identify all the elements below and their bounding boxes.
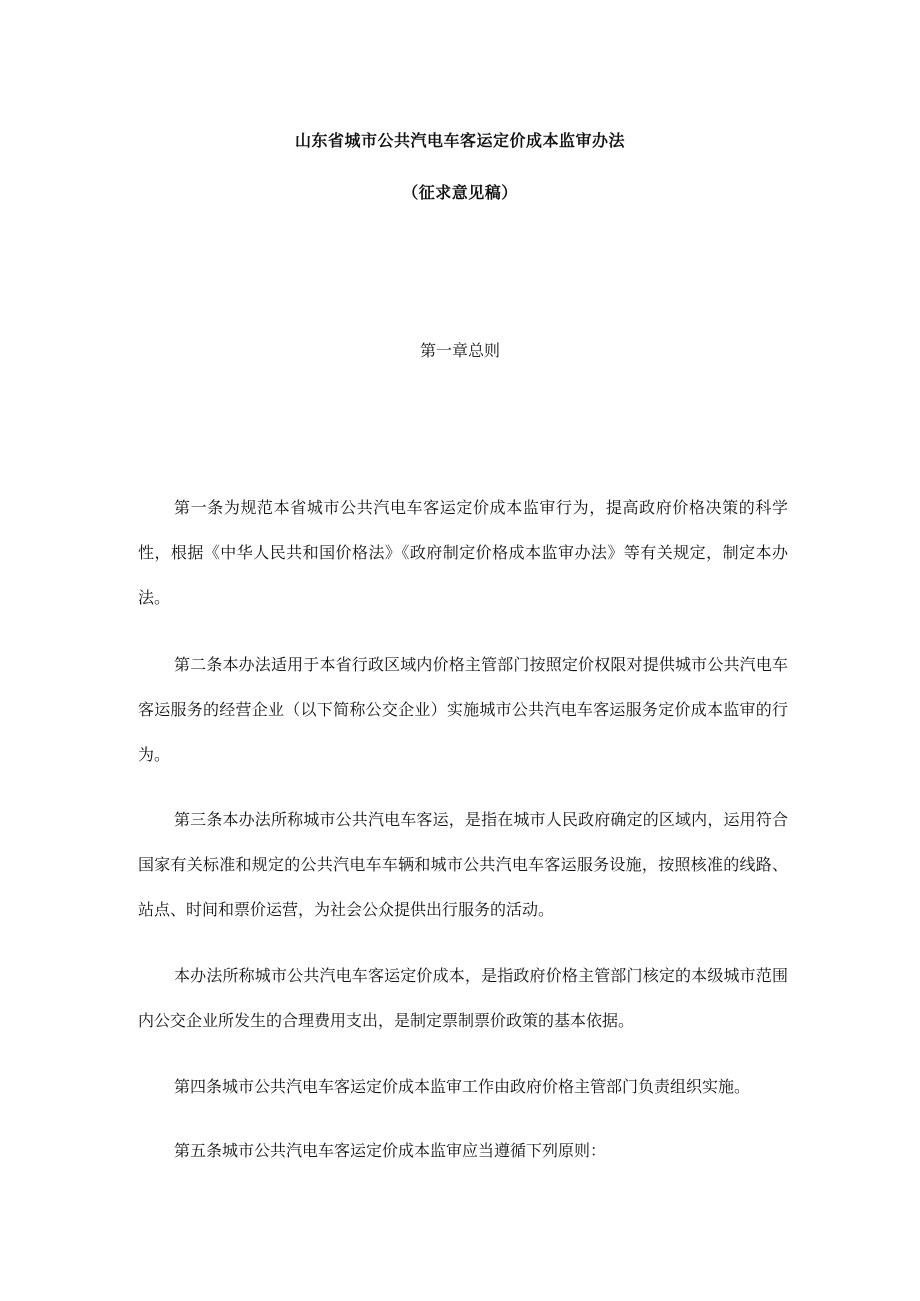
paragraph-cost-definition: 本办法所称城市公共汽电车客运定价成本，是指政府价格主管部门核定的本级城市范围内公交企业所发生的合理费用支出，是制定票制票价政策的基本依据。 [138, 966, 788, 1030]
document-title: 山东省城市公共汽电车客运定价成本监审办法 [294, 131, 625, 150]
paragraph-article-2: 第二条本办法适用于本省行政区域内价格主管部门按照定价权限对提供城市公共汽电车客运服务的经营企业（以下简称公交企业）实施城市公共汽电车客运服务定价成本监审的行为。 [138, 655, 788, 764]
document-subtitle: （征求意见稿） [402, 183, 518, 202]
paragraph-article-5: 第五条城市公共汽电车客运定价成本监审应当遵循下列原则： [174, 1141, 607, 1160]
paragraph-article-3: 第三条本办法所称城市公共汽电车客运，是指在城市人民政府确定的区域内，运用符合国家有关标准和规定的公共汽电车车辆和城市公共汽电车客运服务设施，按照核准的线路、站点、时间和票价运营，为社会公众提供出行服务的活动。 [138, 810, 788, 919]
paragraph-article-1: 第一条为规范本省城市公共汽电车客运定价成本监审行为，提高政府价格决策的科学性，根据《中华人民共和国价格法》《政府制定价格成本监审办法》等有关规定，制定本办法。 [138, 498, 788, 607]
chapter-heading: 第一章总则 [419, 341, 500, 360]
paragraph-article-4: 第四条城市公共汽电车客运定价成本监审工作由政府价格主管部门负责组织实施。 [174, 1077, 751, 1096]
